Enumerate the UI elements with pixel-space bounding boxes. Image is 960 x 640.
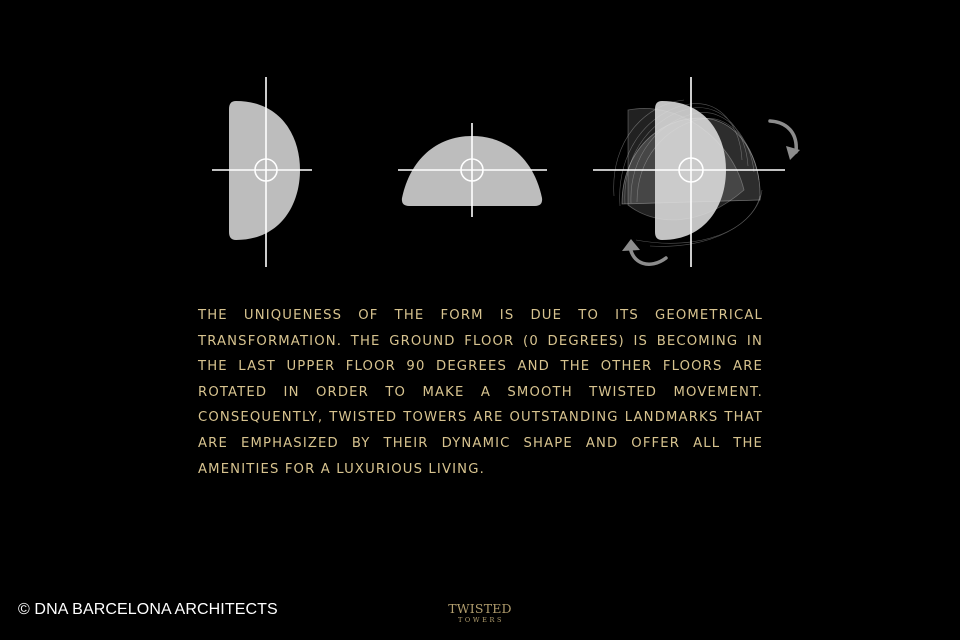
brand-logo xyxy=(430,603,530,623)
floor-plan-ground-0 xyxy=(398,123,547,217)
floor-rotation-diagram xyxy=(0,0,960,290)
floor-plan-rotated-90 xyxy=(212,77,312,267)
rotation-arrow-icon xyxy=(770,121,800,160)
brand-subtitle: TOWERS xyxy=(457,615,505,624)
brand-name: TWISTED xyxy=(448,601,512,616)
copyright-notice: © DNA BARCELONA ARCHITECTS xyxy=(18,601,278,618)
floor-plan-twisted-overlay xyxy=(593,77,785,267)
form-description-text: THE UNIQUENESS OF THE FORM IS DUE TO ITS GEOMETRICAL TRANSFORMATION. THE GROUND FLOOR (0 DEGREES) IS BECOMING IN THE LAST UPPER FLOOR 90 DEGREES AND THE OTHER FLOORS ARE ROTATED IN ORDER TO MAKE A SMOOTH TWISTED MOVEMENT. CONSEQUENTLY, TWISTED TOWERS ARE OUTSTANDING LANDMARKS THAT ARE EMPHASIZED BY THEIR DYNAMIC SHAPE AND OFFER ALL THE AMENITIES FOR A LUXURIOUS LIVING. xyxy=(198,308,763,477)
